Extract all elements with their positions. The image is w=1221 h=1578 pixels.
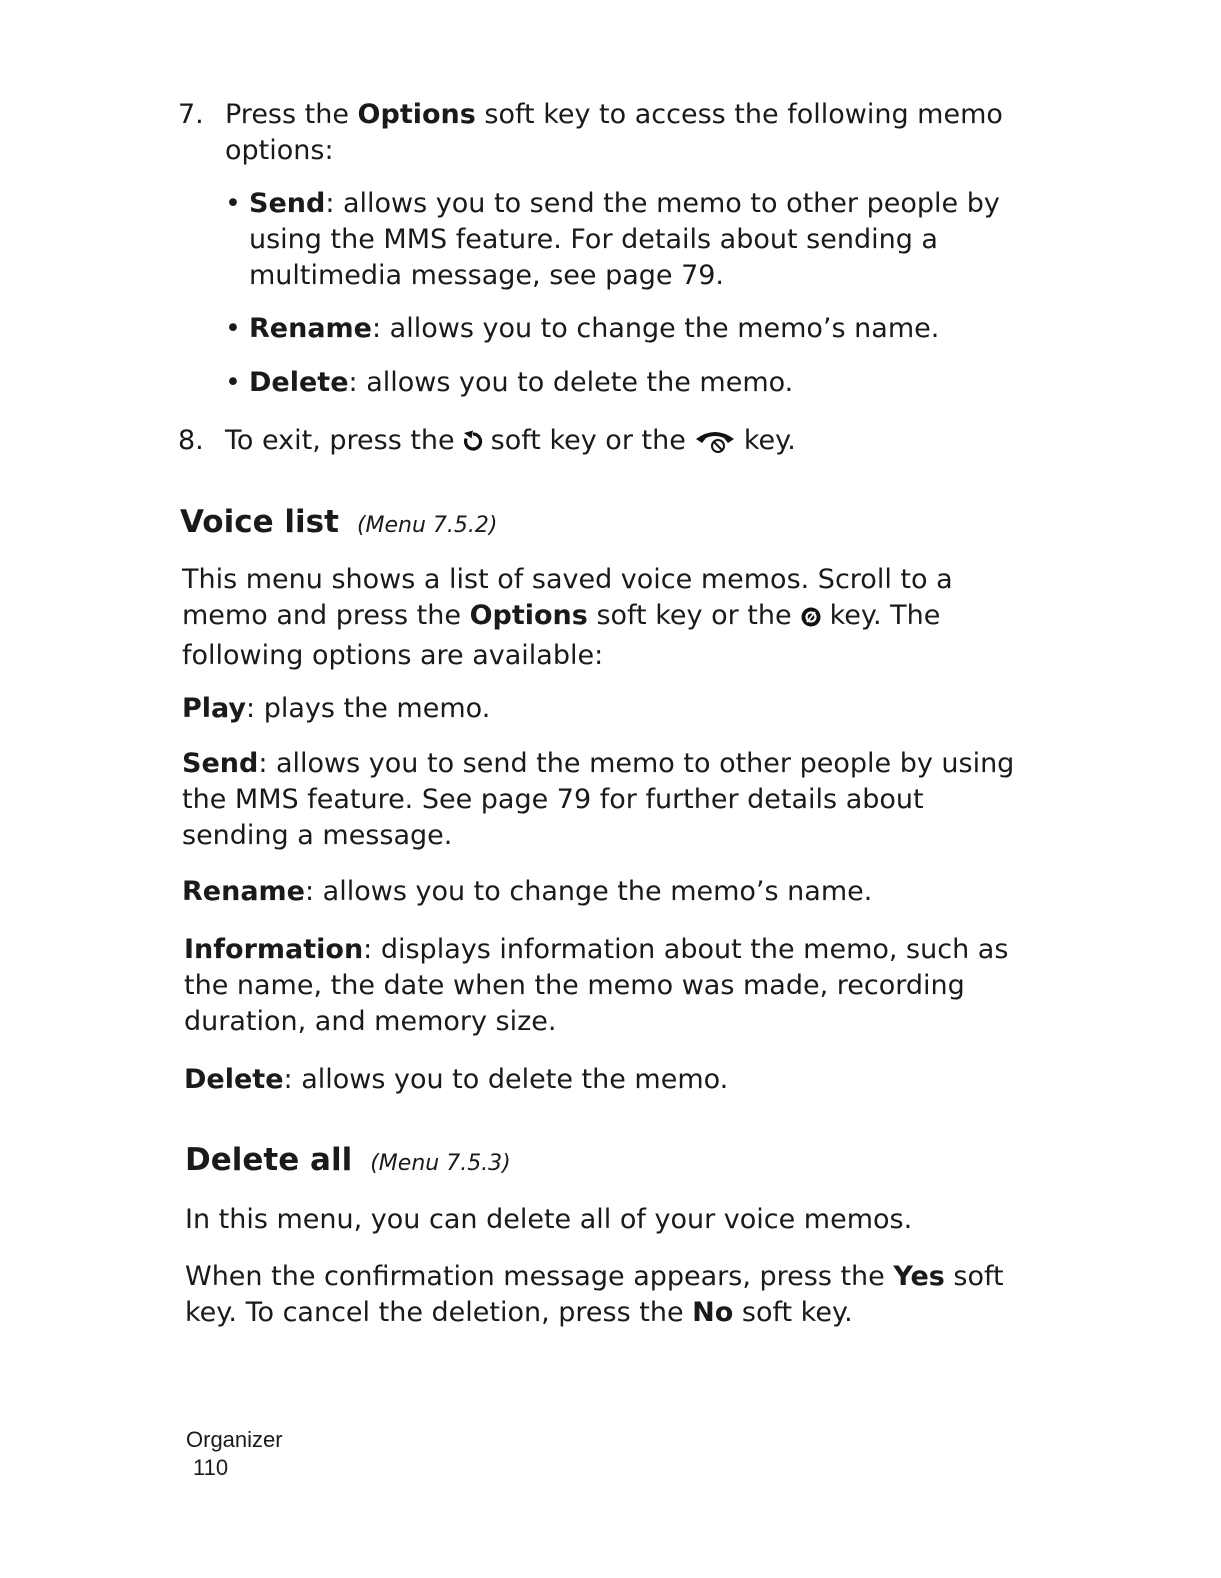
step-text-pre: Press the [225,99,358,130]
step-text-pre: To exit, press the [225,425,455,456]
bullet-send [225,186,1025,294]
menu-reference: (Menu 7.5.2) [356,513,498,538]
bullet-dot: • [225,367,241,398]
step-8 [178,423,1028,463]
bullet-term: Send [249,188,326,219]
heading-title: Delete all [185,1142,353,1178]
option-text: : allows you to delete the memo. [283,1064,729,1095]
para-post: soft key. [733,1297,853,1328]
yes-key-label: Yes [893,1261,945,1292]
bullet-text: : allows you to send the memo to other people by using the MMS feature. For details about sending a multimedia message, see page 79. [249,188,1000,291]
options-key-label: Options [357,99,476,130]
option-rename [182,874,1032,910]
bullet-term: Rename [249,313,372,344]
option-term: Rename [182,876,305,907]
option-term: Delete [184,1064,284,1095]
bullet-dot: • [225,188,241,219]
menu-reference: (Menu 7.5.3) [370,1151,511,1176]
no-key-label: No [692,1297,734,1328]
intro-pre: This menu shows a list of saved voice memos. Scroll to a memo and press the [182,564,953,631]
back-soft-key-icon [463,427,483,463]
delete-all-para-1: In this menu, you can delete all of your voice memos. [185,1204,913,1235]
options-key-label: Options [469,600,588,631]
para-pre: When the confirmation message appears, press the [185,1261,894,1292]
step-text [225,423,1028,463]
heading-title: Voice list [180,504,339,540]
voice-list-intro [182,562,1032,674]
option-text: : allows you to send the memo to other people by using the MMS feature. See page 79 for further details about sending a message. [182,748,1015,851]
bullet-delete [225,365,1025,401]
bullet-dot: • [225,313,241,344]
intro-post: key. The following options are available: [182,600,941,671]
footer-section-name: Organizer [186,1427,283,1452]
step-text-mid: soft key or the [490,425,686,456]
option-term: Play [182,693,247,724]
step-text [225,97,1028,169]
option-text: : allows you to change the memo’s name. [305,876,873,907]
page-number: 110 [193,1455,229,1480]
step-number: 8. [178,425,204,456]
select-key-icon [800,602,822,638]
step-text-post: key. [743,425,796,456]
option-send [182,746,1032,854]
bullet-term: Delete [249,367,349,398]
option-text: : plays the memo. [246,693,491,724]
bullet-text: : allows you to delete the memo. [348,367,794,398]
intro-mid: soft key or the [587,600,792,631]
step-text-post: soft key to access the following memo options: [225,99,1003,166]
section-heading-delete-all [185,1140,511,1184]
step-number: 7. [178,99,204,130]
option-text: : displays information about the memo, such as the name, the date when the memo was made, recording duration, and memory size. [184,934,1009,1037]
option-delete [184,1062,1034,1098]
para-mid: soft key. To cancel the deletion, press the [185,1261,1004,1328]
bullet-rename [225,311,1025,347]
option-term: Send [182,748,259,779]
option-play [182,691,1032,727]
bullet-text: : allows you to change the memo’s name. [372,313,940,344]
end-call-key-icon [694,427,736,463]
option-term: Information [184,934,364,965]
option-information [184,932,1034,1040]
step-7 [178,97,1028,169]
delete-all-para-2 [185,1259,1035,1331]
section-heading-voice-list [180,502,497,546]
